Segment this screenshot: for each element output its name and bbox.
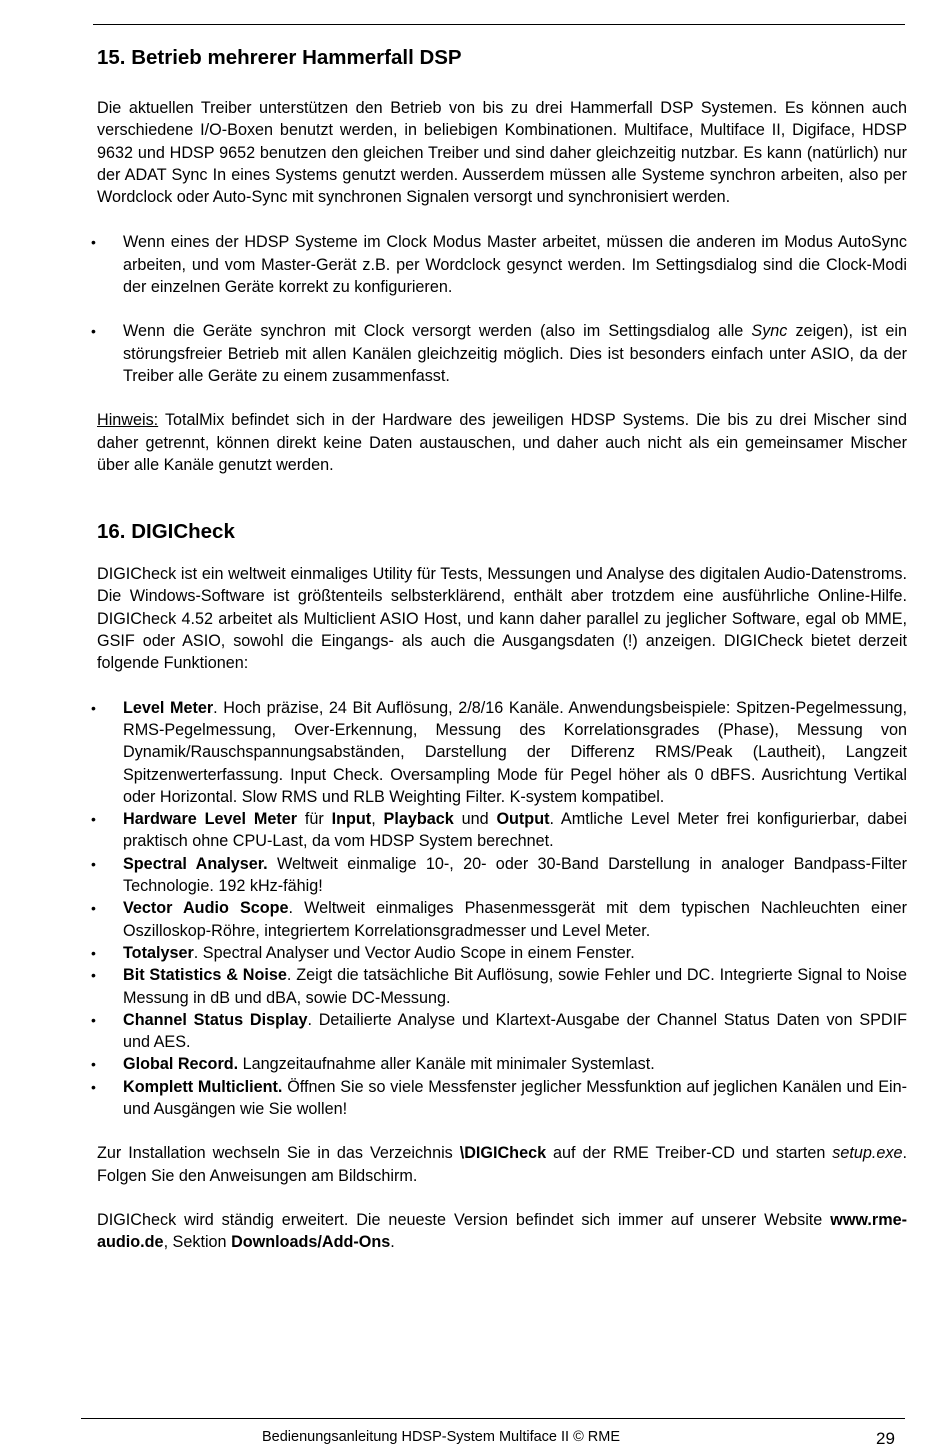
feature-item-vector-audio-scope xyxy=(91,897,908,942)
feature-name: Hardware Level Meter xyxy=(123,810,298,829)
feature-name: Komplett Multiclient. xyxy=(123,1077,283,1096)
hint-text: TotalMix befindet sich in der Hardware des jeweiligen HDSP Systems. Die bis zu drei Mischer sind daher getrennt, können direkt keine Daten austauschen, und daher auch nicht als ein gemeinsamer Mischer über alle Kanäle genutzt werden. xyxy=(97,411,907,474)
install-exe: setup.exe xyxy=(832,1144,903,1163)
feature-und: und xyxy=(453,810,497,829)
feature-name: Spectral Analyser. xyxy=(123,854,268,873)
feature-text: . Hoch präzise, 24 Bit Auflösung, 2/8/16 Kanäle. Anwendungsbeispiele: Spitzen-Pegelmessung, RMS-Pegelmessung, Over-Erkennung, Messung des Korrelationsgrades (Phase), Messung von Dynamik/Rauschspannungsabständen, Darstellung der Differenz RMS/Peak (Lautheit), Langzeit Spitzenwerterfassung. Input Check. Oversampling Mode für Pegel höher als 0 dBFS. Ausrichtung Vertikal oder Horizontal. Slow RMS und RLB Weighting Filter. K-system kompatibel. xyxy=(123,698,907,806)
feature-list xyxy=(91,697,908,1121)
feature-text: . Weltweit einmaliges Phasenmessgerät mit dem typischen Nachleuchten einer Oszilloskop-Röhre, integriertem Korrelationsgradmesser und Level Meter. xyxy=(123,899,908,940)
sync-term: Sync xyxy=(751,322,788,341)
bullet-icon: • xyxy=(91,323,96,340)
install-text-c: . Folgen Sie den Anweisungen am Bildschirm. xyxy=(97,1144,907,1185)
feature-item-spectral-analyser xyxy=(91,853,907,898)
feature-name: Channel Status Display xyxy=(123,1010,308,1029)
bullet-icon: • xyxy=(91,967,96,984)
feature-text: . Spectral Analyser und Vector Audio Scope in einem Fenster. xyxy=(193,943,635,962)
feature-text-fuer: für xyxy=(297,810,332,829)
section-15-list-2 xyxy=(91,320,908,387)
feature-name: Level Meter xyxy=(123,698,214,717)
install-paragraph xyxy=(97,1142,907,1187)
feature-text: . Zeigt die tatsächliche Bit Auflösung, sowie Fehler und DC. Integrierte Signal to Noise Messung in dB und dBA, sowie DC-Messung. xyxy=(123,966,907,1007)
feature-text: . Amtliche Level Meter frei konfigurierbar, dabei praktisch ohne CPU-Last, da vom HDSP System berechnet. xyxy=(123,810,907,851)
feature-text: Öffnen Sie so viele Messfenster jeglicher Messfunktion auf jeglichen Kanälen und Ein- und Ausgängen wie Sie wollen! xyxy=(123,1077,907,1118)
footer-rule xyxy=(81,1418,905,1419)
feature-text: Weltweit einmalige 10-, 20- oder 30-Band Darstellung in analoger Bandpass-Filter Technologie. 192 kHz-fähig! xyxy=(123,854,907,896)
list-item-text-b: zeigen), ist ein störungsfreier Betrieb mit allen Kanälen gleichzeitig möglich. Dies ist besonders einfach unter ASIO, da der Treiber alle Geräte zu einem zusammenfasst. xyxy=(123,322,908,385)
feature-output: Output xyxy=(496,810,550,829)
section-15-list-1 xyxy=(91,231,907,298)
bullet-icon: • xyxy=(91,900,96,917)
header-rule xyxy=(93,24,905,25)
list-item xyxy=(91,231,907,298)
page-content xyxy=(91,44,908,1253)
update-text-b: , Sektion xyxy=(163,1233,232,1252)
bullet-icon: • xyxy=(91,1078,96,1095)
list-item-text-a: Wenn die Geräte synchron mit Clock versorgt werden (also im Settingsdialog alle xyxy=(123,322,752,341)
feature-text: Langzeitaufnahme aller Kanäle mit minimaler Systemlast. xyxy=(238,1055,655,1074)
feature-item-totalyser xyxy=(91,942,907,964)
downloads-section: Downloads/Add-Ons xyxy=(231,1233,391,1252)
section-16-intro: DIGICheck ist ein weltweit einmaliges Utility für Tests, Messungen und Analyse des digitalen Audio-Datenstroms. Die Windows-Software ist größtenteils selbsterklärend, enthält aber trotzdem eine ausführliche Online-Hilfe. DIGICheck 4.52 arbeitet als Multiclient ASIO Host, und kann daher parallel zu jeglicher Software, egal ob MME, GSIF oder ASIO, sowohl die Eingangs- als auch die Ausgangsdaten (!) anzeigen. DIGICheck bietet derzeit folgende Funktionen: xyxy=(97,565,907,673)
website-url: www.rme-audio.de xyxy=(97,1210,907,1252)
feature-name: Vector Audio Scope xyxy=(123,899,289,918)
feature-item-level-meter xyxy=(91,697,907,808)
feature-item-global-record xyxy=(91,1053,907,1075)
bullet-icon: • xyxy=(91,944,96,961)
section-15-heading: 15. Betrieb mehrerer Hammerfall DSP xyxy=(97,46,462,69)
feature-name: Totalyser xyxy=(123,943,194,962)
list-item xyxy=(91,320,908,387)
feature-name: Bit Statistics & Noise xyxy=(123,966,287,985)
update-paragraph xyxy=(97,1209,907,1254)
install-text-a: Zur Installation wechseln Sie in das Verzeichnis xyxy=(97,1144,460,1163)
bullet-icon: • xyxy=(91,811,96,828)
list-item-text: Wenn eines der HDSP Systeme im Clock Modus Master arbeitet, müssen die anderen im Modus AutoSync arbeiten, und vom Master-Gerät z.B. per Wordclock gesynct werden. Im Settingsdialog sind die Clock-Modi der einzelnen Geräte korrekt zu konfigurieren. xyxy=(123,233,907,297)
bullet-icon: • xyxy=(91,855,96,872)
update-text-c: . xyxy=(390,1233,395,1252)
feature-item-channel-status xyxy=(91,1009,908,1054)
footer-title: Bedienungsanleitung HDSP-System Multiface II © RME xyxy=(262,1429,621,1445)
install-text-b: auf der RME Treiber-CD und starten xyxy=(546,1144,833,1163)
feature-item-multiclient xyxy=(91,1076,907,1121)
hint-paragraph xyxy=(97,409,907,476)
hint-label: Hinweis: xyxy=(97,411,159,430)
feature-input: Input xyxy=(331,810,372,829)
bullet-icon: • xyxy=(91,699,96,716)
section-15-intro: Die aktuellen Treiber unterstützen den Betrieb von bis zu drei Hammerfall DSP Systemen. Es können auch verschiedene I/O-Boxen benutzt werden, in beliebigen Kombinationen. Multiface, Multiface II, Digiface, HDSP 9632 und HDSP 9652 benutzen den gleichen Treiber und sind daher gleichzeitig nutzbar. Es kann (natürlich) nur der ADAT Sync In eines Systems genutzt werden. Ausserdem müssen alle Systeme synchron arbeiten, also per Wordclock oder Auto-Sync mit synchronen Signalen versorgt und synchronisiert werden. xyxy=(97,99,907,207)
feature-playback: Playback xyxy=(383,810,454,829)
feature-comma: , xyxy=(371,810,384,829)
feature-item-hardware-level-meter xyxy=(91,808,907,853)
feature-item-bit-statistics xyxy=(91,964,907,1009)
update-text-a: DIGICheck wird ständig erweitert. Die neueste Version befindet sich immer auf unserer Website xyxy=(97,1210,831,1229)
section-16-heading: 16. DIGICheck xyxy=(97,520,235,544)
bullet-icon: • xyxy=(91,1056,96,1073)
bullet-icon: • xyxy=(91,234,96,251)
bullet-icon: • xyxy=(91,1011,96,1028)
feature-text: . Detailierte Analyse und Klartext-Ausgabe der Channel Status Daten von SPDIF und AES. xyxy=(123,1010,908,1052)
install-directory: \DIGICheck xyxy=(459,1144,547,1163)
feature-name: Global Record. xyxy=(123,1055,239,1074)
page-number: 29 xyxy=(876,1429,895,1448)
